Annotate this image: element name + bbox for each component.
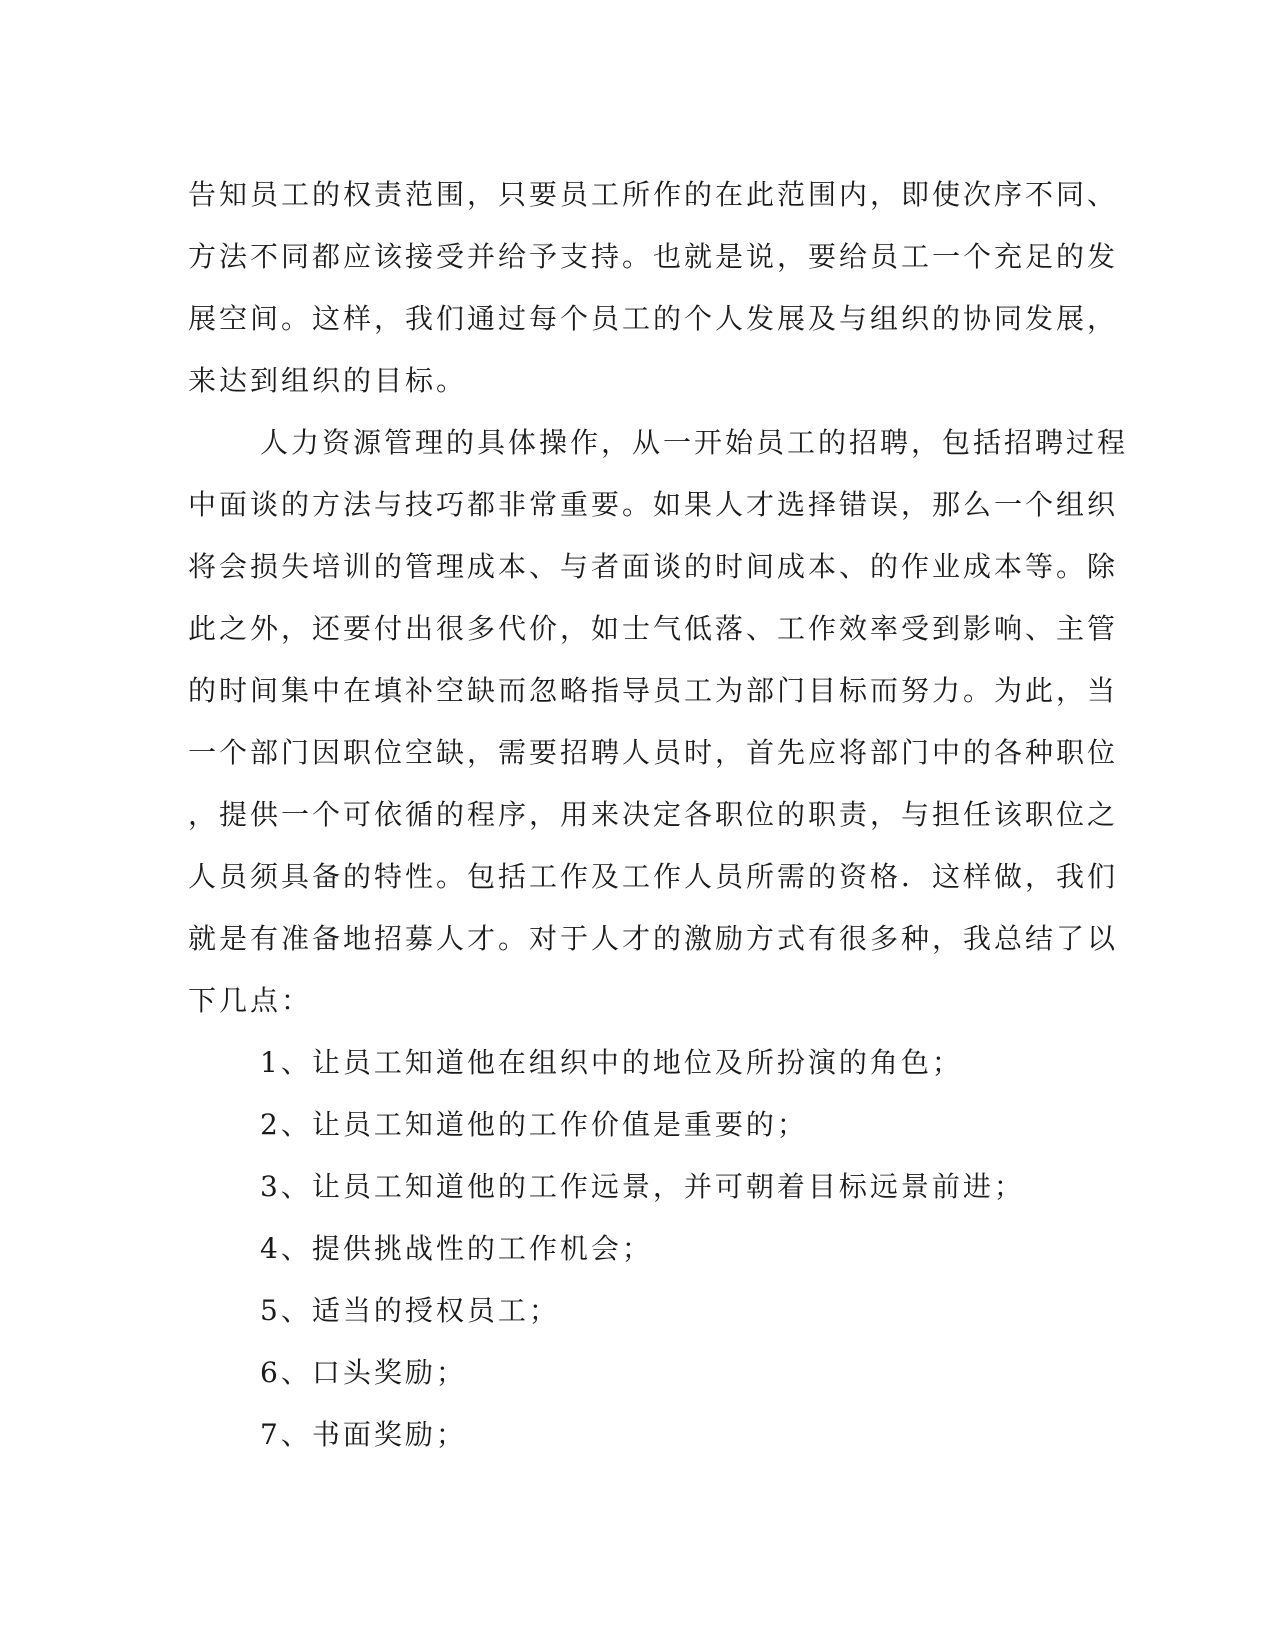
list-item: 1、让员工知道他在组织中的地位及所扮演的角色；: [260, 1046, 963, 1079]
list-item: 6、口头奖励；: [260, 1356, 467, 1389]
document-body: [188, 164, 1129, 1466]
paragraph-1: [188, 164, 1119, 412]
text-line: 的时间集中在填补空缺而忽略指导员工为部门目标而努力。为此，当: [188, 674, 1119, 707]
text-line: 展空间。这样，我们通过每个员工的个人发展及与组织的协同发展，: [188, 302, 1119, 335]
list-item: 7、书面奖励；: [260, 1418, 467, 1451]
list-item: 4、提供挑战性的工作机会；: [260, 1232, 653, 1265]
text-line: 方法不同都应该接受并给予支持。也就是说，要给员工一个充足的发: [188, 240, 1119, 273]
paragraph-2: [188, 412, 1129, 1032]
list-item: 3、让员工知道他的工作远景，并可朝着目标远景前进；: [260, 1170, 1025, 1203]
text-line: 下几点：: [188, 984, 313, 1017]
text-line: ，提供一个可依循的程序，用来决定各职位的职责，与担任该职位之: [188, 798, 1119, 831]
incentive-list: [188, 1032, 1088, 1466]
text-line: 此之外，还要付出很多代价，如士气低落、工作效率受到影响、主管: [188, 612, 1119, 645]
text-line: 人力资源管理的具体操作，从一开始员工的招聘，包括招聘过程: [260, 426, 1129, 459]
text-line: 一个部门因职位空缺，需要招聘人员时，首先应将部门中的各种职位: [188, 736, 1119, 769]
text-line: 就是有准备地招募人才。对于人才的激励方式有很多种，我总结了以: [188, 922, 1119, 955]
text-line: 人员须具备的特性。包括工作及工作人员所需的资格．这样做，我们: [188, 860, 1119, 893]
text-line: 告知员工的权责范围，只要员工所作的在此范围内，即使次序不同、: [188, 178, 1119, 211]
list-item: 5、适当的授权员工；: [260, 1294, 560, 1327]
text-line: 将会损失培训的管理成本、与者面谈的时间成本、的作业成本等。除: [188, 550, 1119, 583]
list-item: 2、让员工知道他的工作价值是重要的；: [260, 1108, 808, 1141]
text-line: 中面谈的方法与技巧都非常重要。如果人才选择错误，那么一个组织: [188, 488, 1119, 521]
text-line: 来达到组织的目标。: [188, 364, 468, 397]
